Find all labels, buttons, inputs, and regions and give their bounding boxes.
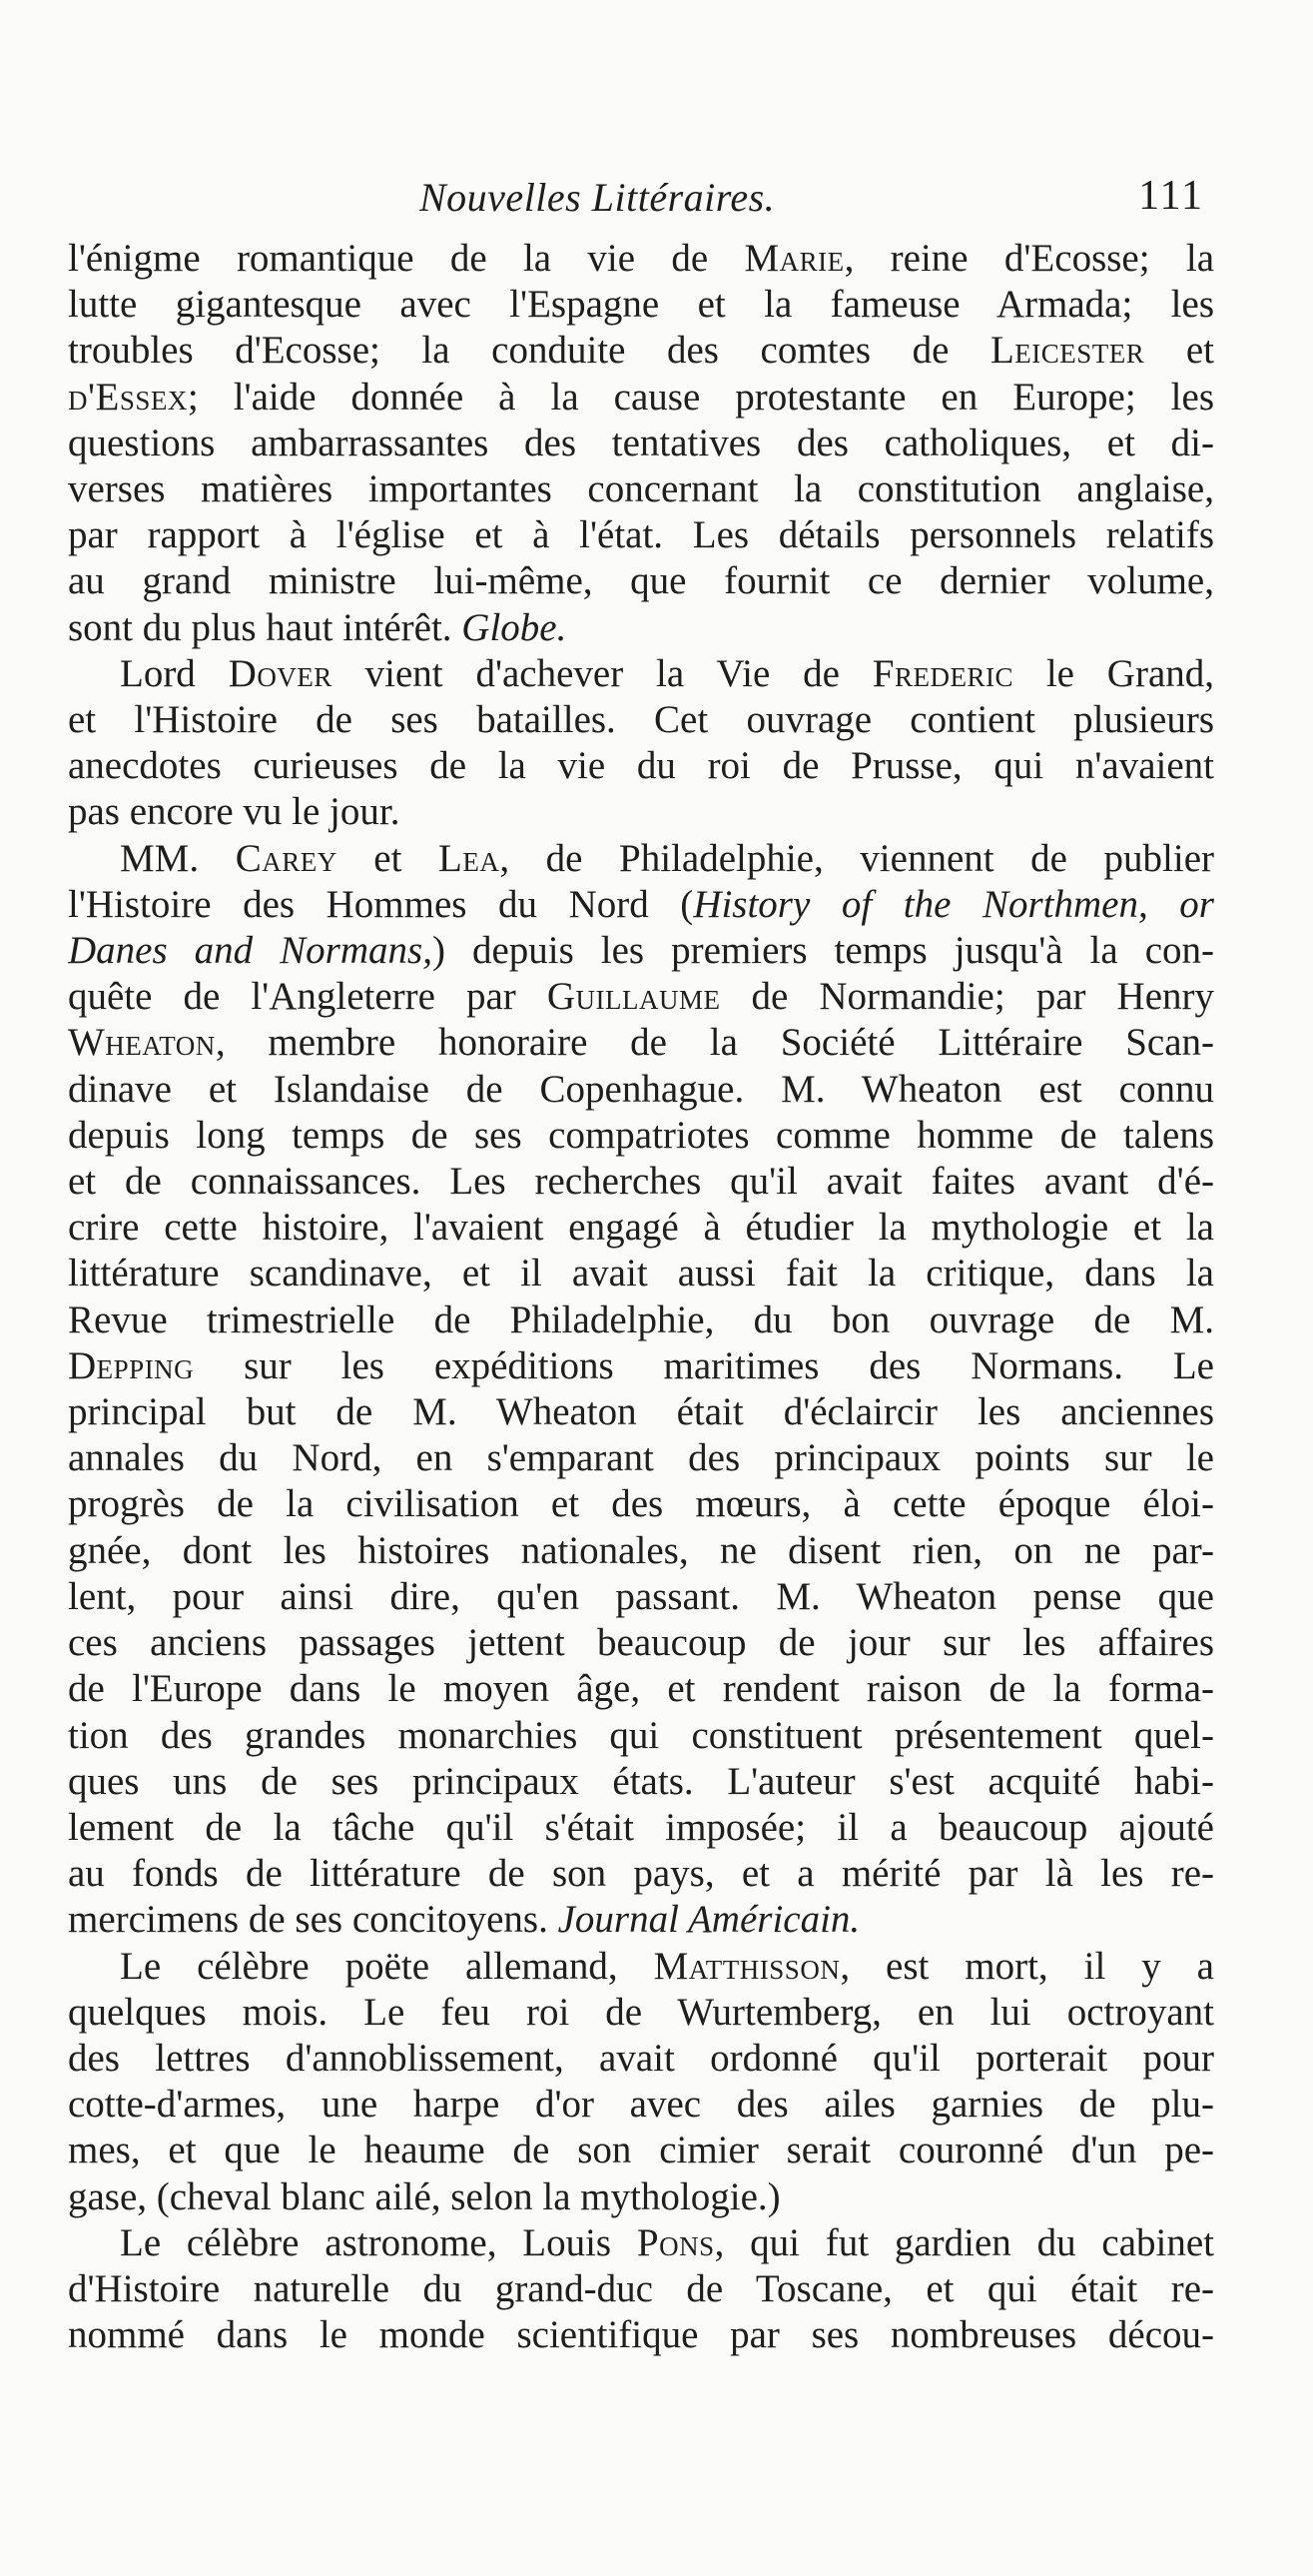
text-line: quelques mois. Le feu roi de Wurtemberg, en lui octroyant bbox=[68, 1990, 1214, 2034]
text-line: depuis long temps de ses compatriotes comme homme de talens bbox=[68, 1113, 1214, 1157]
text-line: par rapport à l'église et à l'état. Les détails personnels relatifs bbox=[68, 513, 1214, 557]
text-run: sont du plus haut intérêt. bbox=[68, 605, 462, 649]
text-run: sur les expéditions maritimes des Normans. Le bbox=[194, 1343, 1214, 1387]
person-name: Depping bbox=[68, 1343, 195, 1387]
text-run: l'Histoire des Hommes du Nord ( bbox=[68, 882, 694, 926]
text-line: ces anciens passages jettent beaucoup de jour sur les affaires bbox=[68, 1621, 1214, 1665]
text-line bbox=[68, 605, 1214, 651]
person-name: Matthisson bbox=[653, 1944, 841, 1988]
text-line: au grand ministre lui-même, que fournit ce dernier volume, bbox=[68, 559, 1214, 603]
text-line: ques uns de ses principaux états. L'auteur s'est acquité habi- bbox=[68, 1759, 1214, 1803]
text-line bbox=[68, 1020, 1214, 1066]
text-run: l'énigme romantique de la vie de bbox=[68, 237, 745, 280]
text-run: , de Philadelphie, viennent de publier bbox=[499, 836, 1214, 880]
text-run: de Normandie; par Henry bbox=[720, 975, 1214, 1019]
text-line: des lettres d'annoblissement, avait ordonné qu'il porterait pour bbox=[68, 2036, 1214, 2080]
person-name: Pons bbox=[636, 2220, 715, 2264]
text-line: principal but de M. Wheaton était d'éclaircir les anciennes bbox=[68, 1390, 1214, 1434]
text-line bbox=[68, 882, 1214, 928]
text-line: annales du Nord, en s'emparant des principaux points sur le bbox=[68, 1436, 1214, 1480]
text-line: de l'Europe dans le moyen âge, et rendent raison de la forma- bbox=[68, 1667, 1214, 1711]
text-line: Revue trimestrielle de Philadelphie, du bon ouvrage de M. bbox=[68, 1297, 1214, 1341]
body-text bbox=[68, 236, 1214, 2358]
person-name: Carey bbox=[235, 836, 337, 880]
person-name: Lea bbox=[438, 836, 500, 880]
running-title: Nouvelles Littéraires. bbox=[419, 175, 776, 220]
text-line bbox=[68, 375, 1214, 421]
text-run: ; l'aide donnée à la cause protestante en Europe; les bbox=[187, 375, 1214, 419]
text-line: d'Histoire naturelle du grand-duc de Toscane, et qui était re- bbox=[68, 2266, 1214, 2310]
text-line bbox=[68, 236, 1214, 282]
text-line bbox=[68, 651, 1214, 697]
text-line: mes, et que le heaume de son cimier serait couronné d'un pe- bbox=[68, 2129, 1214, 2172]
text-run: le Grand, bbox=[1012, 651, 1214, 695]
text-line: lent, pour ainsi dire, qu'en passant. M. Wheaton pense que bbox=[68, 1574, 1214, 1618]
book-title: Danes and Normans, bbox=[68, 929, 432, 973]
text-line bbox=[68, 928, 1214, 974]
text-run: , reine d'Ecosse; la bbox=[844, 237, 1214, 280]
text-line: dinave et Islandaise de Copenhague. M. Wheaton est connu bbox=[68, 1067, 1214, 1111]
text-line: gnée, dont les histoires nationales, ne disent rien, on ne par- bbox=[68, 1528, 1214, 1572]
text-run: , membre honoraire de la Société Littéraire Scan- bbox=[215, 1021, 1214, 1065]
text-line: gase, (cheval blanc ailé, selon la mythologie.) bbox=[68, 2174, 781, 2218]
text-line: tion des grandes monarchies qui constituent présentement quel- bbox=[68, 1713, 1214, 1757]
text-run: quête de l'Angleterre par bbox=[68, 975, 547, 1019]
text-line: et l'Histoire de ses batailles. Cet ouvrage contient plusieurs bbox=[68, 698, 1214, 742]
text-line bbox=[68, 1343, 1214, 1389]
text-line bbox=[68, 2220, 1214, 2266]
text-line: progrès de la civilisation et des mœurs, à cette époque éloi- bbox=[68, 1482, 1214, 1526]
text-line: crire cette histoire, l'avaient engagé à étudier la mythologie et la bbox=[68, 1206, 1214, 1250]
text-run: et bbox=[1144, 329, 1214, 373]
text-run: ) depuis les premiers temps jusqu'à la con- bbox=[431, 929, 1214, 973]
text-run: mercimens de ses concitoyens. bbox=[68, 1898, 558, 1942]
page-number: 111 bbox=[1138, 173, 1204, 219]
text-line bbox=[68, 328, 1214, 374]
person-name: Guillaume bbox=[546, 975, 721, 1019]
source-citation: Journal Américain. bbox=[557, 1898, 861, 1942]
person-name: Frederic bbox=[872, 651, 1013, 695]
text-run: MM. bbox=[120, 836, 236, 880]
person-name: d'Essex bbox=[68, 375, 188, 419]
text-line: lutte gigantesque avec l'Espagne et la fameuse Armada; les bbox=[68, 283, 1214, 327]
text-line: verses matières importantes concernant la constitution anglaise, bbox=[68, 467, 1214, 511]
page-header bbox=[68, 168, 1216, 228]
person-name: Marie bbox=[744, 237, 845, 280]
text-run: troubles d'Ecosse; la conduite des comtes de bbox=[68, 329, 990, 373]
person-name: Wheaton bbox=[68, 1021, 216, 1065]
text-line: nommé dans le monde scientifique par ses nombreuses décou- bbox=[68, 2313, 1214, 2357]
text-line bbox=[68, 974, 1214, 1020]
text-line bbox=[68, 1944, 1214, 1990]
text-run: vient d'achever la Vie de bbox=[331, 651, 873, 695]
text-line: et de connaissances. Les recherches qu'il avait faites avant d'é- bbox=[68, 1160, 1214, 1204]
text-run: , est mort, il y a bbox=[840, 1944, 1214, 1988]
text-run: et bbox=[336, 836, 438, 880]
text-run: Le célèbre astronome, Louis bbox=[120, 2220, 637, 2264]
person-name: Dover bbox=[228, 651, 332, 695]
person-name: Leicester bbox=[989, 329, 1145, 373]
text-line bbox=[68, 836, 1214, 882]
text-line: cotte-d'armes, une harpe d'or avec des ailes garnies de plu- bbox=[68, 2083, 1214, 2127]
text-run: Le célèbre poëte allemand, bbox=[120, 1944, 654, 1988]
text-line bbox=[68, 1897, 1214, 1943]
text-run: , qui fut gardien du cabinet bbox=[714, 2220, 1214, 2264]
book-title: History of the Northmen, or bbox=[693, 882, 1214, 926]
text-line: au fonds de littérature de son pays, et a mérité par là les re- bbox=[68, 1852, 1214, 1896]
source-citation: Globe. bbox=[461, 605, 567, 649]
text-line: pas encore vu le jour. bbox=[68, 790, 400, 834]
text-line: lement de la tâche qu'il s'était imposée; il a beaucoup ajouté bbox=[68, 1805, 1214, 1849]
text-line: questions ambarrassantes des tentatives des catholiques, et di- bbox=[68, 421, 1214, 464]
text-line: littérature scandinave, et il avait aussi fait la critique, dans la bbox=[68, 1252, 1214, 1295]
text-run: Lord bbox=[120, 651, 229, 695]
text-line: anecdotes curieuses de la vie du roi de Prusse, qui n'avaient bbox=[68, 744, 1214, 788]
